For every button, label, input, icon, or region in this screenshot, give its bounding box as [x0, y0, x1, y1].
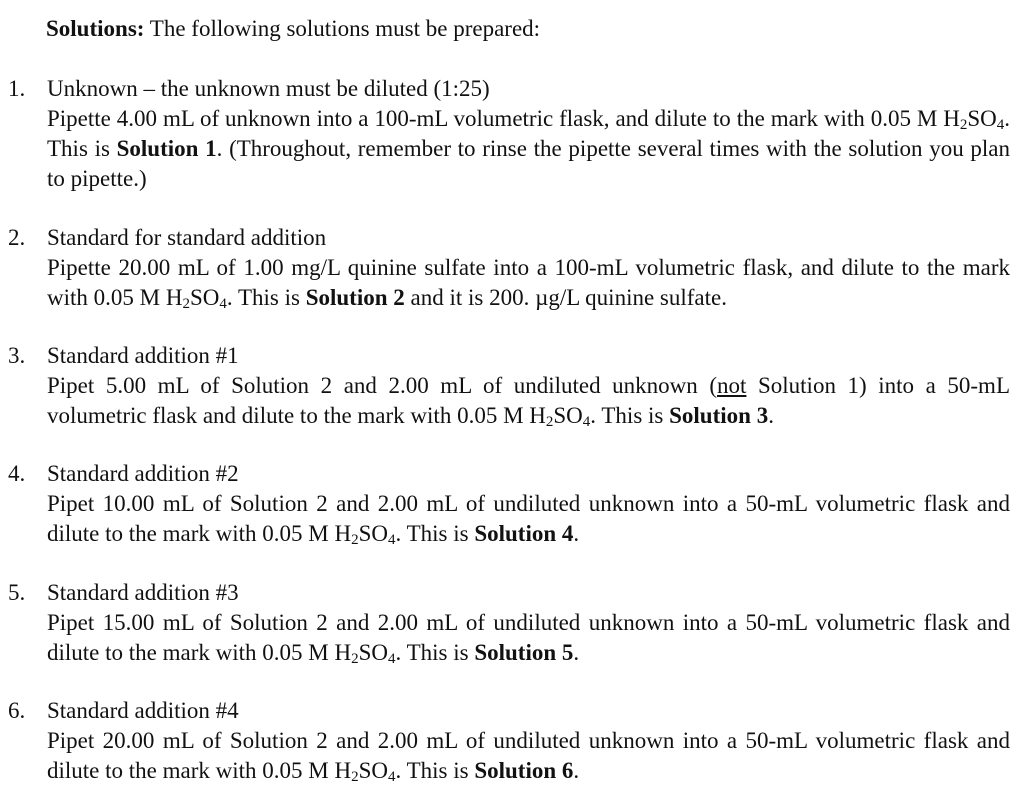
- item-title: Standard addition #1: [47, 343, 239, 368]
- body-text: SO: [358, 521, 388, 546]
- item-body: [47, 489, 1010, 549]
- subscript: 2: [351, 769, 359, 785]
- subscript: 4: [219, 296, 227, 312]
- body-text: . This is: [226, 285, 306, 310]
- subscript: 4: [387, 769, 396, 785]
- item-body: [47, 371, 1010, 431]
- subscript: 4: [582, 414, 591, 430]
- item-body: [47, 253, 1010, 313]
- underlined-word: not: [717, 373, 747, 398]
- item-title: Standard for standard addition: [47, 225, 327, 250]
- item-number: 1.: [8, 76, 26, 101]
- item-title: Standard addition #4: [47, 698, 239, 723]
- solution-name: Solution 1: [116, 136, 217, 161]
- item-title: Unknown – the unknown must be diluted (1:25): [47, 76, 490, 101]
- heading-text: The following solutions must be prepared:: [144, 16, 541, 41]
- body-text: and it is 200. µg/L quinine sulfate.: [404, 285, 727, 310]
- item-number: 2.: [8, 225, 26, 250]
- body-text: .: [573, 521, 580, 546]
- solution-name: Solution 6: [474, 758, 574, 783]
- subscript: 4: [387, 532, 396, 548]
- body-text: Pipet 15.00 mL of Solution 2 and 2.00 mL of undiluted unknown into a 50-mL volumetric flask and dilute to the mark with 0.05 M H: [47, 610, 1010, 665]
- item-body: [47, 726, 1010, 786]
- subscript: 2: [182, 296, 190, 312]
- body-text: .: [573, 758, 580, 783]
- subscript: 2: [351, 651, 359, 667]
- body-text: Pipet 20.00 mL of Solution 2 and 2.00 mL of undiluted unknown into a 50-mL volumetric flask and dilute to the mark with 0.05 M H: [47, 728, 1010, 783]
- body-text: Pipet 10.00 mL of Solution 2 and 2.00 mL of undiluted unknown into a 50-mL volumetric flask and dilute to the mark with 0.05 M H: [47, 491, 1010, 546]
- body-text: SO: [189, 285, 220, 310]
- item-number: 4.: [8, 461, 26, 486]
- body-text: Pipette 20.00 mL of 1.00 mg/L quinine sulfate into a 100-mL volumetric flask, and dilute to the mark with 0.05 M H: [47, 255, 1010, 310]
- body-text: .: [768, 403, 774, 428]
- body-text: . This is: [47, 106, 1010, 161]
- solution-name: Solution 2: [305, 285, 405, 310]
- subscript: 2: [959, 117, 968, 133]
- body-text: . (Throughout, remember to rinse the pipette several times with the solution you plan to pipette.): [47, 136, 1010, 191]
- subscript: 2: [545, 414, 554, 430]
- item-title: Standard addition #2: [47, 461, 239, 486]
- body-text: . This is: [395, 640, 475, 665]
- item-body: [47, 104, 1010, 194]
- section-heading: [46, 14, 540, 44]
- item-number: 6.: [8, 698, 26, 723]
- item-number: 3.: [8, 343, 26, 368]
- subscript: 2: [351, 532, 359, 548]
- body-text: . This is: [590, 403, 670, 428]
- body-text: Pipet 5.00 mL of Solution 2 and 2.00 mL of undiluted unknown (: [47, 373, 718, 398]
- body-text: SO: [358, 758, 388, 783]
- subscript: 4: [996, 117, 1005, 133]
- item-body: [47, 608, 1010, 668]
- body-text: . This is: [395, 758, 475, 783]
- item-number: 5.: [8, 580, 26, 605]
- body-text: SO: [967, 106, 997, 131]
- solution-name: Solution 3: [669, 403, 769, 428]
- body-text: Solution 1) into a 50-mL volumetric flask and dilute to the mark with 0.05 M H: [47, 373, 1010, 428]
- body-text: .: [573, 640, 580, 665]
- subscript: 4: [387, 651, 396, 667]
- solution-name: Solution 5: [474, 640, 574, 665]
- heading-label: Solutions:: [46, 16, 145, 41]
- item-title: Standard addition #3: [47, 580, 239, 605]
- body-text: Pipette 4.00 mL of unknown into a 100-mL volumetric flask, and dilute to the mark with 0.05 M H: [47, 106, 960, 131]
- body-text: SO: [553, 403, 583, 428]
- body-text: . This is: [395, 521, 475, 546]
- body-text: SO: [358, 640, 388, 665]
- solution-name: Solution 4: [474, 521, 574, 546]
